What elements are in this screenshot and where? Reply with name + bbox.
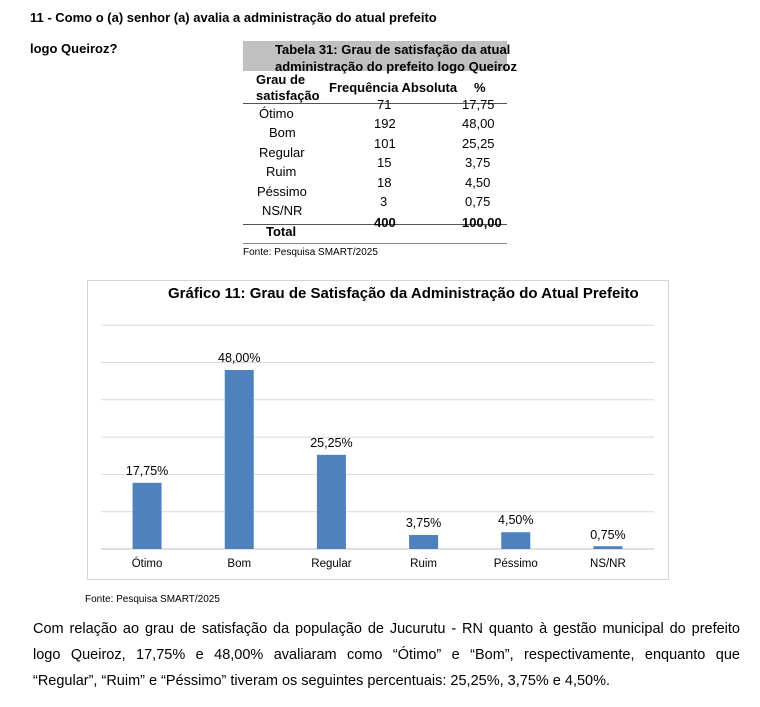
x-tick-label: Bom — [227, 558, 252, 570]
data-label: 17,75% — [125, 463, 169, 478]
bar-p-ssimo — [501, 532, 530, 549]
x-tick-label: Péssimo — [493, 558, 538, 570]
chart-source: Fonte: Pesquisa SMART/2025 — [85, 594, 220, 605]
table-row-freq: 18 — [377, 175, 392, 190]
table-row-freq: 192 — [374, 116, 396, 131]
table-total-pct: 100,00 — [462, 215, 502, 230]
table-row-freq: 71 — [377, 97, 392, 112]
header-percent: % — [474, 80, 486, 95]
table-source: Fonte: Pesquisa SMART/2025 — [243, 247, 378, 258]
table-row-pct: 17,75 — [462, 97, 495, 112]
table-row-label: Ruim — [266, 164, 297, 179]
bar-ns-nr — [593, 546, 622, 549]
header-satisfacao: satisfação — [256, 88, 320, 103]
table-row-pct: 4,50 — [465, 175, 491, 190]
bar-chart — [88, 281, 668, 579]
paragraph-line: “Regular”, “Ruim” e “Péssimo” tiveram os seguintes percentuais: 25,25%, 3,75% e 4,50%. — [33, 673, 611, 689]
table-row-pct: 3,75 — [465, 155, 491, 170]
chart-title: Gráfico 11: Grau de Satisfação da Administração do Atual Prefeito — [168, 285, 639, 302]
data-label: 25,25% — [310, 435, 353, 450]
data-label: 48,00% — [218, 350, 261, 365]
x-tick-label: Regular — [311, 558, 352, 570]
table-total-label: Total — [266, 224, 297, 239]
bar-regular — [317, 455, 346, 549]
table-row-label: Regular — [259, 145, 305, 160]
table-title-line1: Tabela 31: Grau de satisfação da atual — [275, 42, 511, 57]
table-title-line2: administração do prefeito logo Queiroz — [275, 59, 517, 74]
data-label: 3,75% — [405, 516, 442, 531]
question-heading: 11 - Como o (a) senhor (a) avalia a administração do atual prefeito — [30, 10, 437, 25]
bar-ruim — [409, 535, 438, 549]
header-frequencia: Frequência Absoluta — [329, 80, 458, 95]
table-row-label: Ótimo — [259, 106, 294, 121]
data-label: 0,75% — [590, 528, 626, 542]
table-total-freq: 400 — [374, 215, 396, 230]
x-tick-label: Ruim — [410, 558, 438, 570]
table-row-freq: 15 — [377, 155, 392, 170]
analysis-paragraph — [33, 616, 740, 694]
header-grau: Grau de — [256, 72, 306, 87]
data-label: 4,50% — [498, 513, 534, 528]
table-row-label: Péssimo — [257, 184, 307, 199]
paragraph-line: logo Queiroz, 17,75% e 48,00% avaliaram como “Ótimo” e “Bom”, respectivamente, enquanto que — [33, 647, 740, 663]
chart-container — [87, 280, 669, 580]
bottom-rule — [243, 243, 507, 244]
table-row-freq: 3 — [380, 194, 388, 209]
table-title — [243, 41, 517, 74]
x-tick-label: NS/NR — [590, 558, 626, 570]
bar--timo — [133, 483, 162, 549]
bar-bom — [225, 370, 254, 549]
question-heading-cont: logo Queiroz? — [30, 41, 118, 56]
table-row-freq: 101 — [374, 136, 396, 151]
table-row-label: NS/NR — [262, 203, 303, 218]
table-row-label: Bom — [269, 125, 296, 140]
table-row-pct: 25,25 — [462, 136, 495, 151]
table-row-pct: 0,75 — [465, 194, 491, 209]
paragraph-line: Com relação ao grau de satisfação da população de Jucurutu - RN quanto à gestão municipal do prefeito — [33, 621, 740, 637]
x-tick-label: Ótimo — [131, 558, 163, 570]
table-row-pct: 48,00 — [462, 116, 495, 131]
